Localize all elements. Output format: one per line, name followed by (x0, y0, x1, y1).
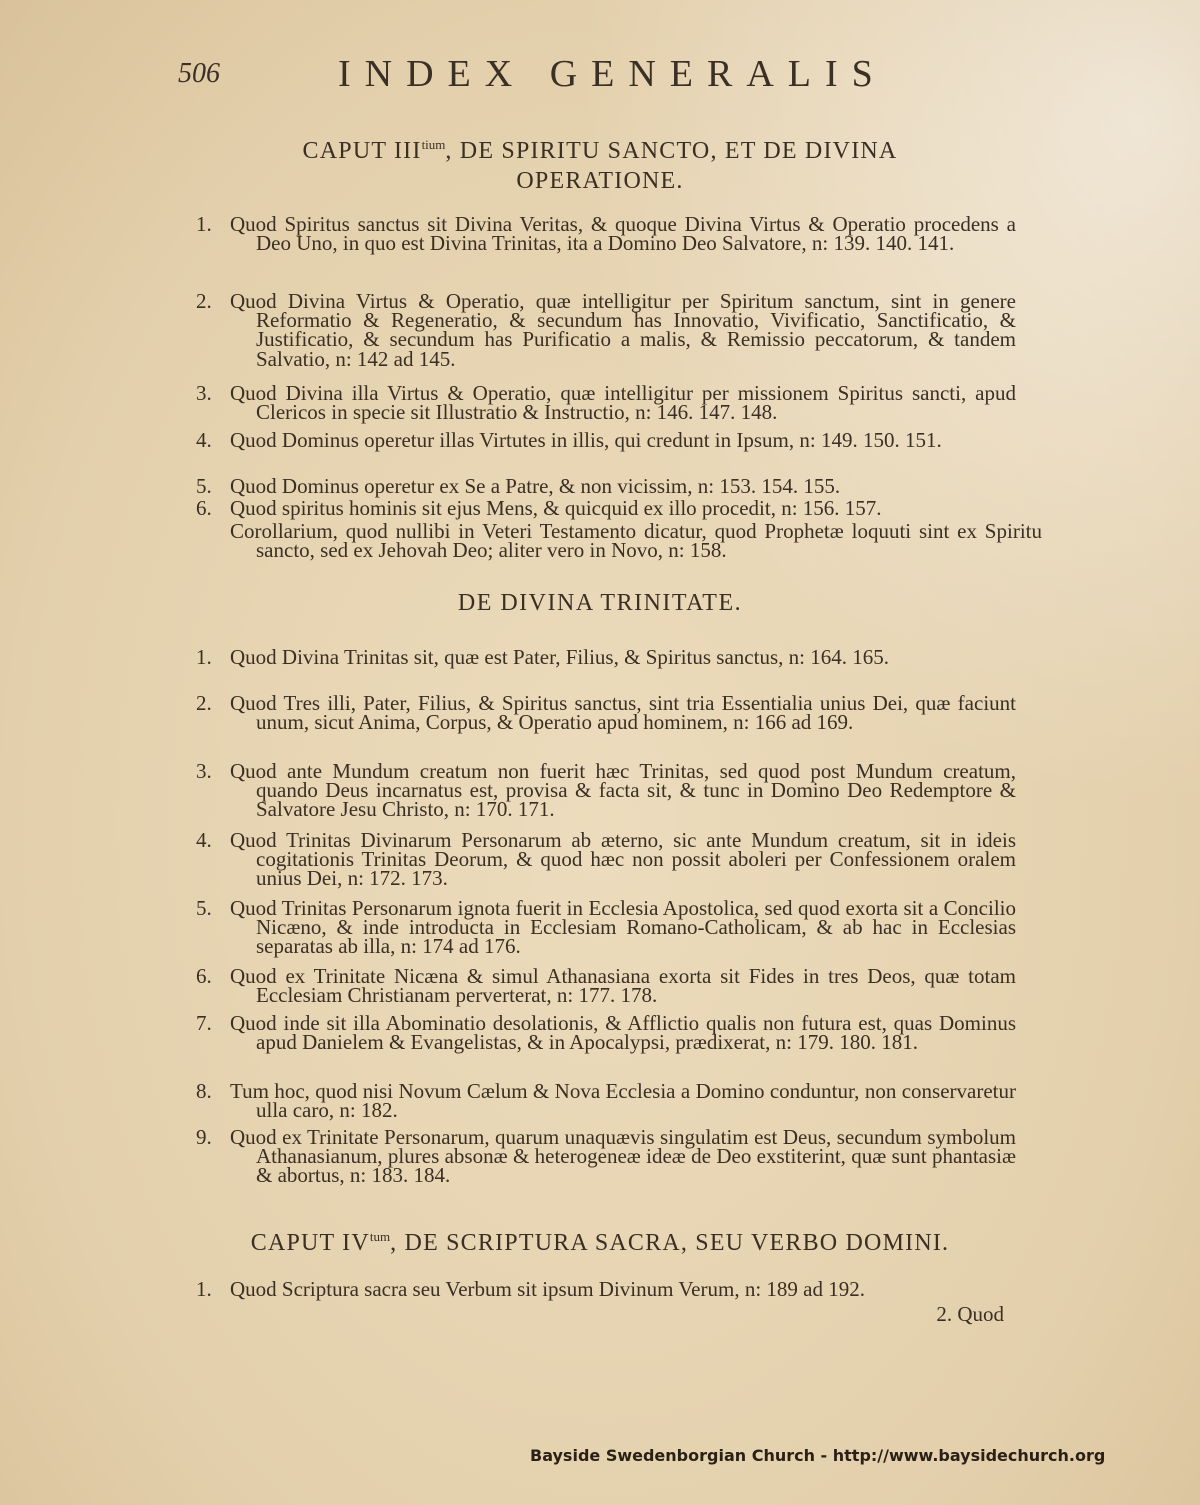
list-item: 8. Tum hoc, quod nisi Novum Cælum & Nova Ecclesia a Domino conduntur, non conservaretur ulla caro, n: 182. (196, 1079, 1016, 1123)
section-heading: DE DIVINA TRINITATE. (457, 590, 743, 616)
chapter-heading-3: CAPUT $III^{tium}$, DE SPIRITU SANCTO, ET DE DIVINA OPERATIONE. (302, 137, 898, 194)
list-item: 4. Quod Dominus operetur illas Virtutes in illis, qui credunt in Ipsum, n: 149. 150. 151. (196, 428, 942, 452)
list-item: 3. Quod Divina illa Virtus & Operatio, quæ intelligitur per missionem Spiritus sancti, apud Clericos in specie sit Illustratio & Instructio, n: 146. 147. 148. (196, 381, 1016, 425)
chapter-heading-4: CAPUT $IV^{tum}$, DE SCRIPTURA SACRA, SEU VERBO DOMINI. (250, 1229, 950, 1256)
list-item: 1. Quod Spiritus sanctus sit Divina Veritas, & quoque Divina Virtus & Operatio procedens a Deo Uno, in quo est Divina Trinitas, ita a Domino Deo Salvatore, n: 139. 140. 141. (196, 212, 1016, 256)
running-head (178, 52, 898, 100)
list-item: 6. Quod spiritus hominis sit ejus Mens, & quicquid ex illo procedit, n: 156. 157. (196, 496, 882, 520)
footer-attribution: Bayside Swedenborgian Church - http://www.baysidechurch.org (530, 1446, 1106, 1465)
list-item: 7. Quod inde sit illa Abominatio desolationis, & Afflictio qualis non futura est, quas Dominus apud Danielem & Evangelistas, & in Apocalypsi, prædixerat, n: 179. 180. 181. (196, 1011, 1016, 1055)
list-item: 6. Quod ex Trinitate Nicæna & simul Athanasiana exorta sit Fides in tres Deos, quæ totam Ecclesiam Christianam perverterat, n: 177. 178. (196, 964, 1016, 1008)
list-item: 2. Quod Tres illi, Pater, Filius, & Spiritus sanctus, sint tria Essentialia unius Dei, quæ faciunt unum, sicut Anima, Corpus, & Operatio apud hominem, n: 166 ad 169. (196, 691, 1016, 735)
list-item: 1. Quod Divina Trinitas sit, quæ est Pater, Filius, & Spiritus sanctus, n: 164. 165. (196, 645, 889, 669)
catchword: 2. Quod (936, 1302, 1004, 1326)
list-item: 4. Quod Trinitas Divinarum Personarum ab æterno, sic ante Mundum creatum, sit in ideis cogitationis Trinitas Deorum, & quod hæc non possit aboleri per Confessionem oralem unius Dei, n: 172. 173. (196, 828, 1016, 891)
list-item: 2. Quod Divina Virtus & Operatio, quæ intelligitur per Spiritum sanctum, sint in genere Reformatio & Regeneratio, & secundum has Innovatio, Vivificatio, Sanctificatio, & Justificatio, & secundum has Purificatio a malis, & Remissio peccatorum, & tandem Salvatio, n: 142 ad 145. (196, 289, 1016, 371)
list-item: 5. Quod Trinitas Personarum ignota fuerit in Ecclesia Apostolica, sed quod exorta sit a Concilio Nicæno, & inde introducta in Ecclesiam Romano-Catholicam, & ab hac in Ecclesias separatas ab illa, n: 174 ad 176. (196, 896, 1016, 959)
list-item: 3. Quod ante Mundum creatum non fuerit hæc Trinitas, sed quod post Mundum creatum, quando Deus incarnatus est, provisa & facta sit, & tunc in Domino Deo Redemptore & Salvatore Jesu Christo, n: 170. 171. (196, 759, 1016, 822)
page-number: 506 (178, 58, 220, 89)
list-item: 9. Quod ex Trinitate Personarum, quarum unaquævis singulatim est Deus, secundum symbolum Athanasianum, plures absonæ & heterogeneæ ideæ de Deo exstiterint, quæ sunt phantasiæ & abortus, n: 183. 184. (196, 1125, 1016, 1188)
list-item: 1. Quod Scriptura sacra seu Verbum sit ipsum Divinum Verum, n: 189 ad 192. (196, 1277, 865, 1301)
corollary: Corollarium, quod nullibi in Veteri Testamento dicatur, quod Prophetæ loquuti sint ex Spiritu sancto, sed ex Jehovah Deo; aliter vero in Novo, n: 158. (230, 519, 1042, 563)
header-title: INDEX GENERALIS (338, 53, 887, 95)
list-item: 5. Quod Dominus operetur ex Se a Patre, & non vicissim, n: 153. 154. 155. (196, 474, 841, 498)
